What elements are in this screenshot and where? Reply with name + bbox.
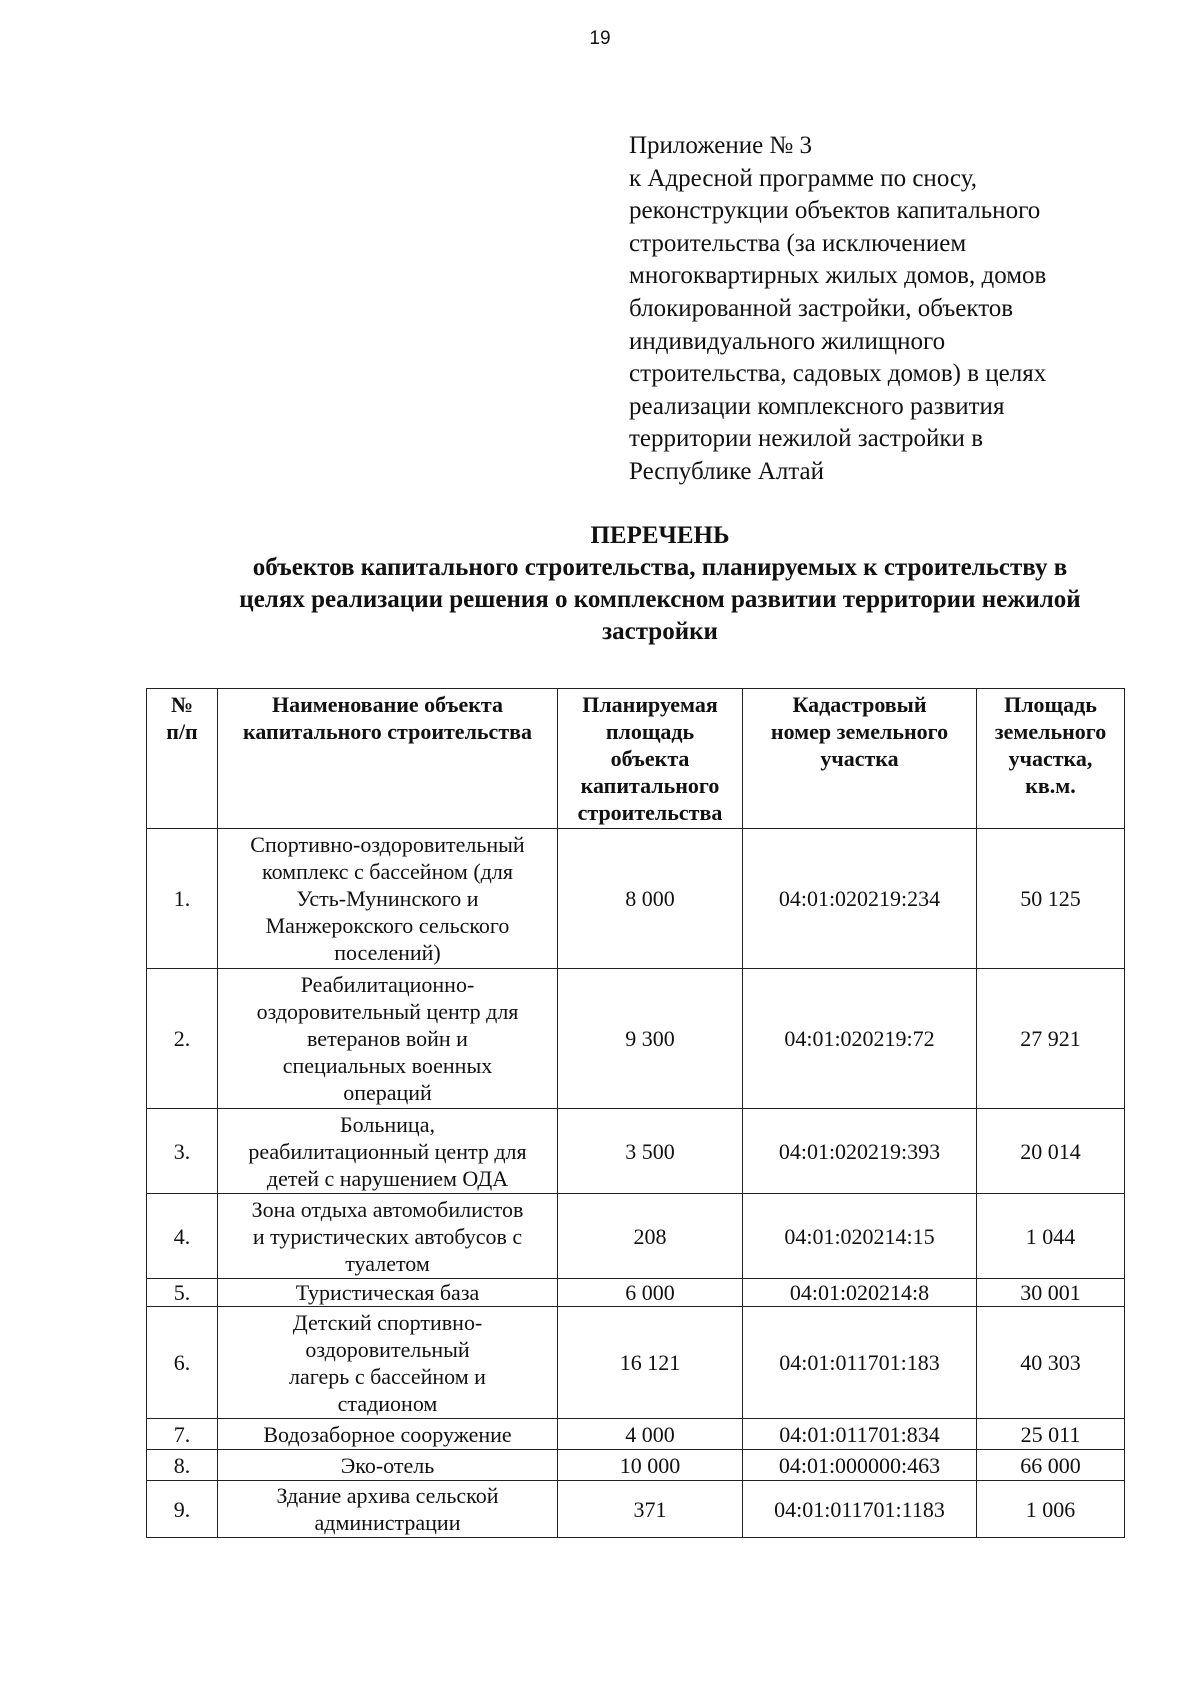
header-line: номер земельного: [770, 719, 949, 744]
header-line: Планируемая: [582, 692, 718, 717]
appendix-line: блокированной застройки, объектов: [629, 294, 1014, 322]
cadastral-number: 04:01:020219:72: [743, 969, 977, 1109]
object-name-line: туалетом: [345, 1250, 430, 1276]
object-name-line: детей с нарушением ОДА: [266, 1165, 509, 1191]
title-subtitle: [140, 552, 1180, 648]
object-name-line: поселений): [334, 940, 441, 965]
header-line: кв.м.: [1025, 773, 1076, 798]
appendix-line: реконструкции объектов капитального: [629, 197, 1041, 225]
land-area: 25 011: [977, 1419, 1125, 1450]
planned-area: 371: [558, 1481, 743, 1538]
header-line: п/п: [166, 719, 198, 744]
appendix-line: многоквартирных жилых домов, домов: [629, 262, 1047, 290]
title-subtitle-line: объектов капитального строительства, планируемых к строительству в: [252, 554, 1068, 581]
appendix-line: Приложение № 3: [629, 132, 813, 159]
table-row: [147, 1307, 1125, 1419]
object-name: [218, 1307, 558, 1419]
row-number: 7.: [147, 1419, 218, 1450]
planned-area: 208: [558, 1194, 743, 1279]
table-row: [147, 1481, 1125, 1538]
object-name-line: Спортивно-оздоровительный: [250, 832, 525, 857]
header-planned-area: [558, 689, 743, 829]
object-name-line: Здание архива сельской: [276, 1483, 499, 1508]
header-land-area: [977, 689, 1125, 829]
header-line: площадь: [605, 719, 695, 744]
object-name-line: специальных военных: [282, 1053, 493, 1078]
row-number: 4.: [147, 1194, 218, 1279]
object-name-line: и туристических автобусов с: [252, 1223, 523, 1249]
object-name-line: Эко-отель: [340, 1452, 435, 1478]
cadastral-number: 04:01:011701:183: [743, 1307, 977, 1419]
table-row: [147, 1419, 1125, 1450]
row-number: 2.: [147, 969, 218, 1109]
appendix-line: индивидуального жилищного: [629, 327, 946, 355]
header-number: [147, 689, 218, 829]
row-number: 3.: [147, 1109, 218, 1194]
planned-area: 10 000: [558, 1450, 743, 1481]
document-title: [140, 520, 1180, 648]
title-subtitle-line: целях реализации решения о комплексном развитии территории нежилой: [239, 586, 1081, 613]
object-name-line: Детский спортивно-: [292, 1309, 483, 1335]
table-body: [147, 829, 1125, 1538]
planned-area: 6 000: [558, 1279, 743, 1307]
table-row: [147, 1194, 1125, 1279]
object-name: [218, 1194, 558, 1279]
header-line: Площадь: [1004, 692, 1097, 717]
header-line: №: [170, 692, 194, 717]
object-name-line: Зона отдыха автомобилистов: [251, 1196, 524, 1222]
land-area: 1 006: [977, 1481, 1125, 1538]
table-row: [147, 969, 1125, 1109]
table-row: [147, 1279, 1125, 1307]
appendix-line: территории нежилой застройки в: [629, 425, 983, 453]
planned-area: 8 000: [558, 829, 743, 969]
object-name: [218, 1450, 558, 1481]
object-name: [218, 1109, 558, 1194]
land-area: 50 125: [977, 829, 1125, 969]
objects-table: [146, 688, 1125, 1538]
table-header-row: [147, 689, 1125, 829]
cadastral-number: 04:01:000000:463: [743, 1450, 977, 1481]
cadastral-number: 04:01:020219:234: [743, 829, 977, 969]
land-area: 1 044: [977, 1194, 1125, 1279]
header-line: объекта: [610, 746, 690, 771]
object-name: [218, 829, 558, 969]
row-number: 5.: [147, 1279, 218, 1307]
header-line: капитального: [580, 773, 720, 798]
title-subtitle-line: застройки: [602, 618, 718, 645]
header-line: строительства: [577, 800, 723, 825]
planned-area: 9 300: [558, 969, 743, 1109]
appendix-line: строительства, садовых домов) в целях: [629, 360, 1047, 388]
appendix-line: реализации комплексного развития: [629, 392, 1005, 420]
object-name: [218, 1279, 558, 1307]
header-line: участка,: [1008, 746, 1093, 771]
land-area: 66 000: [977, 1450, 1125, 1481]
header-cadastral: [743, 689, 977, 829]
object-name-line: Туристическая база: [295, 1280, 480, 1305]
object-name-line: комплекс с бассейном (для: [262, 859, 513, 884]
appendix-line: к Адресной программе по сносу,: [629, 164, 977, 192]
row-number: 6.: [147, 1307, 218, 1419]
planned-area: 16 121: [558, 1307, 743, 1419]
object-name: [218, 1419, 558, 1450]
appendix-note: [629, 130, 1149, 489]
row-number: 9.: [147, 1481, 218, 1538]
cadastral-number: 04:01:011701:1183: [743, 1481, 977, 1538]
cadastral-number: 04:01:011701:834: [743, 1419, 977, 1450]
object-name-line: реабилитационный центр для: [248, 1138, 527, 1164]
object-name-line: ветеранов войн и: [307, 1026, 468, 1051]
land-area: 27 921: [977, 969, 1125, 1109]
land-area: 40 303: [977, 1307, 1125, 1419]
table-row: [147, 1450, 1125, 1481]
object-name-line: Больница,: [340, 1111, 435, 1137]
header-line: Наименование объекта: [272, 692, 503, 717]
object-name-line: Водозаборное сооружение: [263, 1421, 512, 1447]
object-name-line: Реабилитационно-: [300, 972, 475, 997]
row-number: 1.: [147, 829, 218, 969]
header-line: капитального строительства: [242, 719, 533, 744]
header-line: участка: [820, 746, 899, 771]
appendix-line: Республике Алтай: [629, 457, 824, 485]
table-row: [147, 829, 1125, 969]
header-line: Кадастровый: [792, 692, 927, 717]
appendix-line: строительства (за исключением: [629, 229, 967, 257]
object-name: [218, 969, 558, 1109]
object-name-line: лагерь с бассейном и: [289, 1363, 486, 1389]
object-name-line: операций: [343, 1080, 432, 1105]
planned-area: 4 000: [558, 1419, 743, 1450]
object-name-line: администрации: [314, 1510, 461, 1535]
land-area: 20 014: [977, 1109, 1125, 1194]
object-name-line: стадионом: [337, 1390, 438, 1416]
table-row: [147, 1109, 1125, 1194]
cadastral-number: 04:01:020214:8: [743, 1279, 977, 1307]
land-area: 30 001: [977, 1279, 1125, 1307]
object-name-line: оздоровительный центр для: [256, 999, 519, 1024]
object-name-line: оздоровительный: [305, 1336, 470, 1362]
object-name-line: Усть-Мунинского и: [296, 886, 479, 911]
object-name: [218, 1481, 558, 1538]
title-main: ПЕРЕЧЕНЬ: [590, 522, 730, 549]
cadastral-number: 04:01:020219:393: [743, 1109, 977, 1194]
header-line: земельного: [994, 719, 1107, 744]
planned-area: 3 500: [558, 1109, 743, 1194]
header-name: [218, 689, 558, 829]
cadastral-number: 04:01:020214:15: [743, 1194, 977, 1279]
object-name-line: Манжерокского сельского: [265, 913, 510, 938]
row-number: 8.: [147, 1450, 218, 1481]
page-number: 19: [589, 28, 611, 49]
